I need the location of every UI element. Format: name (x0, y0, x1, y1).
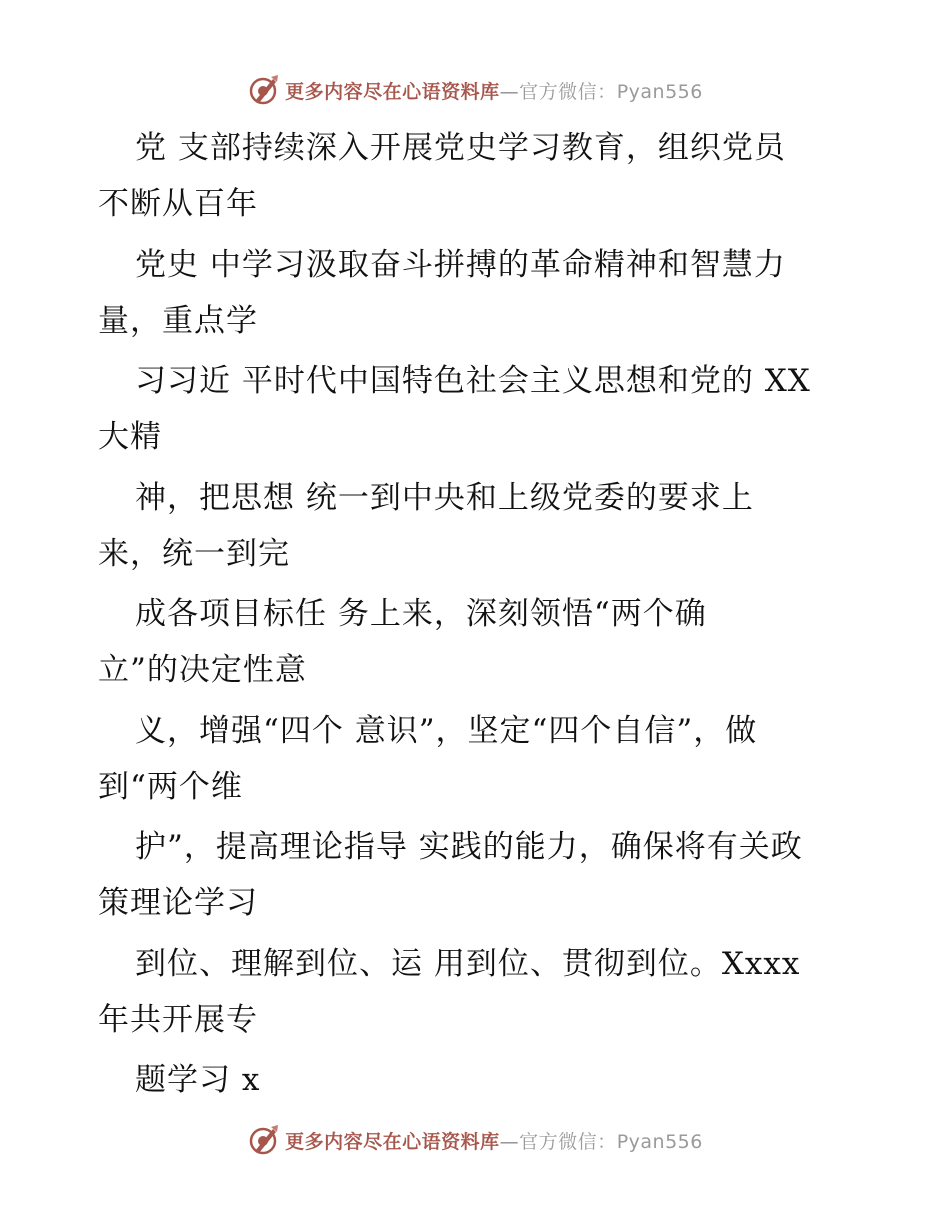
header-wechat-label: 官方微信： (519, 80, 617, 103)
quill-logo-icon (247, 73, 281, 107)
text-line: 到位、理解到位、运 用到位、贯彻到位。Xxxx (135, 946, 801, 982)
text-line: 立”的决定性意 (98, 652, 307, 688)
text-line: 不断从百年 (98, 186, 258, 222)
text-line: 成各项目标任 务上来，深刻领悟“两个确 (135, 596, 707, 632)
quill-logo-icon (247, 1123, 281, 1157)
text-line: 党 支部持续深入开展党史学习教育，组织党员 (135, 130, 786, 166)
footer-watermark (0, 1120, 950, 1160)
text-line: 策理论学习 (98, 885, 258, 921)
text-line: 题学习 x (135, 1062, 261, 1098)
text-line: 大精 (98, 419, 162, 455)
footer-wechat-label: 官方微信： (519, 1130, 617, 1153)
text-line: 到“两个维 (98, 769, 243, 805)
header-watermark (0, 70, 950, 110)
header-brand: 更多内容尽在心语资料库 (285, 80, 500, 103)
text-line: 来，统一到完 (98, 536, 290, 572)
text-line: 量，重点学 (98, 303, 258, 339)
text-line: 神，把思想 统一到中央和上级党委的要求上 (135, 480, 754, 516)
text-line: 年共开展专 (98, 1002, 258, 1038)
footer-watermark-text (285, 1127, 703, 1154)
text-line: 义，增强“四个 意识”，坚定“四个自信”，做 (135, 713, 758, 749)
text-line: 习习近 平时代中国特色社会主义思想和党的 XX (135, 363, 811, 399)
footer-dash: — (499, 1130, 520, 1153)
text-line: 党史 中学习汲取奋斗拼搏的革命精神和智慧力 (135, 247, 786, 283)
footer-brand: 更多内容尽在心语资料库 (285, 1130, 500, 1153)
header-watermark-text (285, 77, 703, 104)
header-dash: — (499, 80, 520, 103)
footer-wechat-id: Pyan556 (616, 1130, 703, 1153)
text-line: 护”，提高理论指导 实践的能力，确保将有关政 (135, 829, 803, 865)
header-wechat-id: Pyan556 (616, 80, 703, 103)
